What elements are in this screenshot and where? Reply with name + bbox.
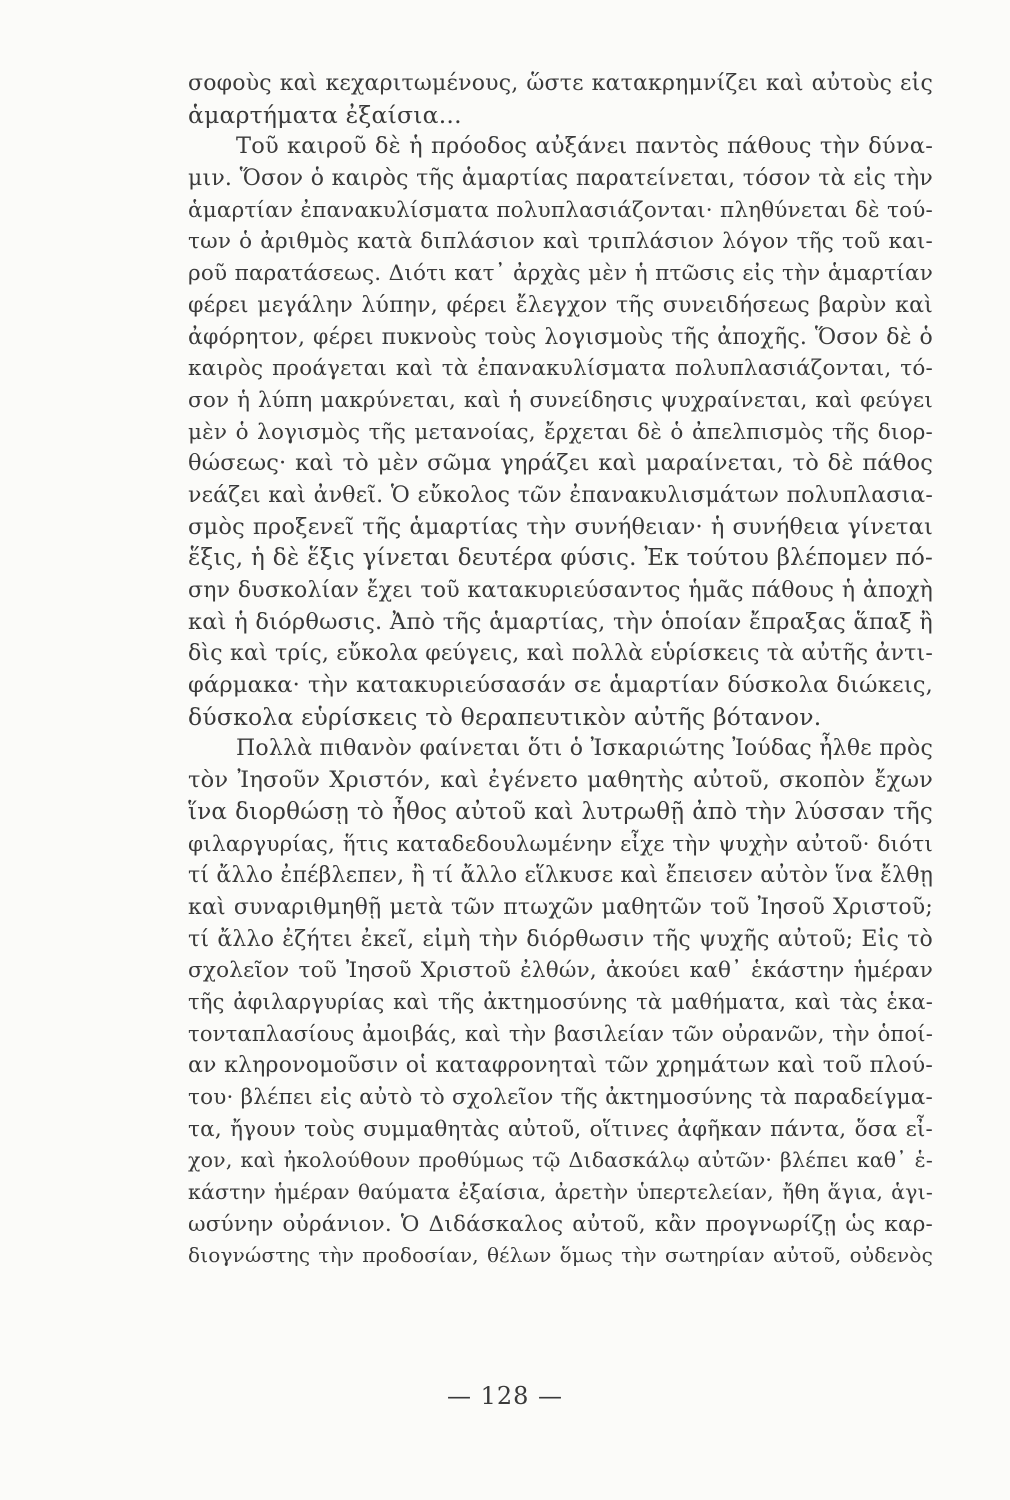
text-line: αν κληρονομοῦσιν οἱ καταφρονηταὶ τῶν χρημάτων καὶ τοῦ πλού- xyxy=(188,1053,933,1079)
text-line: δὶς καὶ τρίς, εὔκολα φεύγεις, καὶ πολλὰ εὑρίσκεις τὰ αὐτῆς ἀντι- xyxy=(188,641,933,667)
text-line: διογνώστης τὴν προδοσίαν, θέλων ὅμως τὴν σωτηρίαν αὐτοῦ, οὐδενὸς xyxy=(188,1243,933,1268)
text-line: δύσκολα εὑρίσκεις τὸ θεραπευτικὸν αὐτῆς βότανον. xyxy=(188,702,822,731)
text-line: φάρμακα· τὴν κατακυριεύσασάν σε ἁμαρτίαν δύσκολα διώκεις, xyxy=(188,672,933,699)
text-line: ἁμαρτίαν ἐπανακυλίσματα πολυπλασιάζονται· πληθύνεται δὲ τού- xyxy=(188,197,933,223)
text-line: του· βλέπει εἰς αὐτὸ τὸ σχολεῖον τῆς ἀκτημοσύνης τὰ παραδείγμα- xyxy=(188,1085,933,1110)
text-line: τονταπλασίους ἀμοιβάς, καὶ τὴν βασιλείαν τῶν οὐρανῶν, τὴν ὁποί- xyxy=(188,1021,933,1046)
text-line: μιν. Ὅσον ὁ καιρὸς τῆς ἁμαρτίας παρατείνεται, τόσον τὰ εἰς τὴν xyxy=(188,166,933,192)
paragraph-start-line: Τοῦ καιροῦ δὲ ἡ πρόοδος αὐξάνει παντὸς πάθους τὴν δύνα- xyxy=(236,133,933,160)
text-line: φέρει μεγάλην λύπην, φέρει ἔλεγχον τῆς συνειδήσεως βαρὺν καὶ xyxy=(188,292,933,318)
text-line: τῆς ἀφιλαργυρίας καὶ τῆς ἀκτημοσύνης τὰ μαθήματα, καὶ τὰς ἑκα- xyxy=(188,989,933,1014)
text-line: ἁμαρτήματα ἐξαίσια... xyxy=(188,100,462,129)
text-line: τί ἄλλο ἐζήτει ἐκεῖ, εἰμὴ τὴν διόρθωσιν τῆς ψυχῆς αὐτοῦ; Εἰς τὸ xyxy=(188,926,933,952)
text-line: τα, ἤγουν τοὺς συμμαθητὰς αὐτοῦ, οἵτινες ἀφῆκαν πάντα, ὅσα εἶ- xyxy=(188,1116,933,1142)
text-line: καὶ συναριθμηθῇ μετὰ τῶν πτωχῶν μαθητῶν τοῦ Ἰησοῦ Χριστοῦ; xyxy=(188,894,933,920)
text-line: σμὸς προξενεῖ τῆς ἁμαρτίας τὴν συνήθειαν· ἡ συνήθεια γίνεται xyxy=(188,513,933,540)
text-line: σχολεῖον τοῦ Ἰησοῦ Χριστοῦ ἐλθών, ἀκούει καθ᾽ ἑκάστην ἡμέραν xyxy=(188,958,933,984)
text-line: καιρὸς προάγεται καὶ τὰ ἐπανακυλίσματα πολυπλασιάζονται, τό- xyxy=(188,356,933,382)
text-line: σην δυσκολίαν ἔχει τοῦ κατακυριεύσαντος ἡμᾶς πάθους ἡ ἀποχὴ xyxy=(188,578,933,603)
page-number: — 128 — xyxy=(446,1382,564,1410)
text-line: χον, καὶ ἠκολούθουν προθύμως τῷ Διδασκάλῳ αὐτῶν· βλέπει καθ᾽ ἑ- xyxy=(188,1148,933,1173)
text-line: τί ἄλλο ἐπέβλεπεν, ἢ τί ἄλλο εἵλκυσε καὶ ἔπεισεν αὐτὸν ἵνα ἔλθῃ xyxy=(188,863,934,889)
text-line: σοφοὺς καὶ κεχαριτωμένους, ὥστε κατακρημνίζει καὶ αὐτοὺς εἰς xyxy=(188,71,933,96)
text-line: καὶ ἡ διόρθωσις. Ἀπὸ τῆς ἁμαρτίας, τὴν ὁποίαν ἔπραξας ἅπαξ ἢ xyxy=(188,608,933,635)
text-line: ἀφόρητον, φέρει πυκνοὺς τοὺς λογισμοὺς τῆς ἀποχῆς. Ὅσον δὲ ὁ xyxy=(188,324,933,350)
text-line: ἵνα διορθώσῃ τὸ ἦθος αὐτοῦ καὶ λυτρωθῇ ἀπὸ τὴν λύσσαν τῆς xyxy=(188,798,933,825)
text-line: ροῦ παρατάσεως. Διότι κατ᾽ ἀρχὰς μὲν ἡ πτῶσις εἰς τὴν ἁμαρτίαν xyxy=(188,261,933,287)
text-line: ωσύνην οὐράνιον. Ὁ Διδάσκαλος αὐτοῦ, κἂν προγνωρίζῃ ὡς καρ- xyxy=(188,1211,933,1237)
text-line: ἕξις, ἡ δὲ ἕξις γίνεται δευτέρα φύσις. Ἐκ τούτου βλέπομεν πό- xyxy=(188,545,933,572)
text-line: θώσεως· καὶ τὸ μὲν σῶμα γηράζει καὶ μαραίνεται, τὸ δὲ πάθος xyxy=(188,450,933,477)
text-line: νεάζει καὶ ἀνθεῖ. Ὁ εὔκολος τῶν ἐπανακυλισμάτων πολυπλασια- xyxy=(188,482,933,508)
text-line: φιλαργυρίας, ἥτις καταδεδουλωμένην εἶχε τὴν ψυχὴν αὐτοῦ· διότι xyxy=(188,831,933,857)
text-line: τὸν Ἰησοῦν Χριστόν, καὶ ἐγένετο μαθητὴς αὐτοῦ, σκοπὸν ἔχων xyxy=(188,767,933,794)
body-text xyxy=(188,68,933,1272)
paragraph-start-line: Πολλὰ πιθανὸν φαίνεται ὅτι ὁ Ἰσκαριώτης Ἰούδας ἦλθε πρὸς xyxy=(236,736,933,762)
text-line: κάστην ἡμέραν θαύματα ἐξαίσια, ἀρετὴν ὑπερτελείαν, ἤθη ἅγια, ἁγι- xyxy=(188,1180,933,1205)
text-line: μὲν ὁ λογισμὸς τῆς μετανοίας, ἔρχεται δὲ ὁ ἀπελπισμὸς τῆς διορ- xyxy=(188,419,933,445)
text-line: σον ἡ λύπη μακρύνεται, καὶ ἡ συνείδησις ψυχραίνεται, καὶ φεύγει xyxy=(188,387,933,413)
text-line: των ὁ ἀριθμὸς κατὰ διπλάσιον καὶ τριπλάσιον λόγον τῆς τοῦ και- xyxy=(188,229,933,255)
